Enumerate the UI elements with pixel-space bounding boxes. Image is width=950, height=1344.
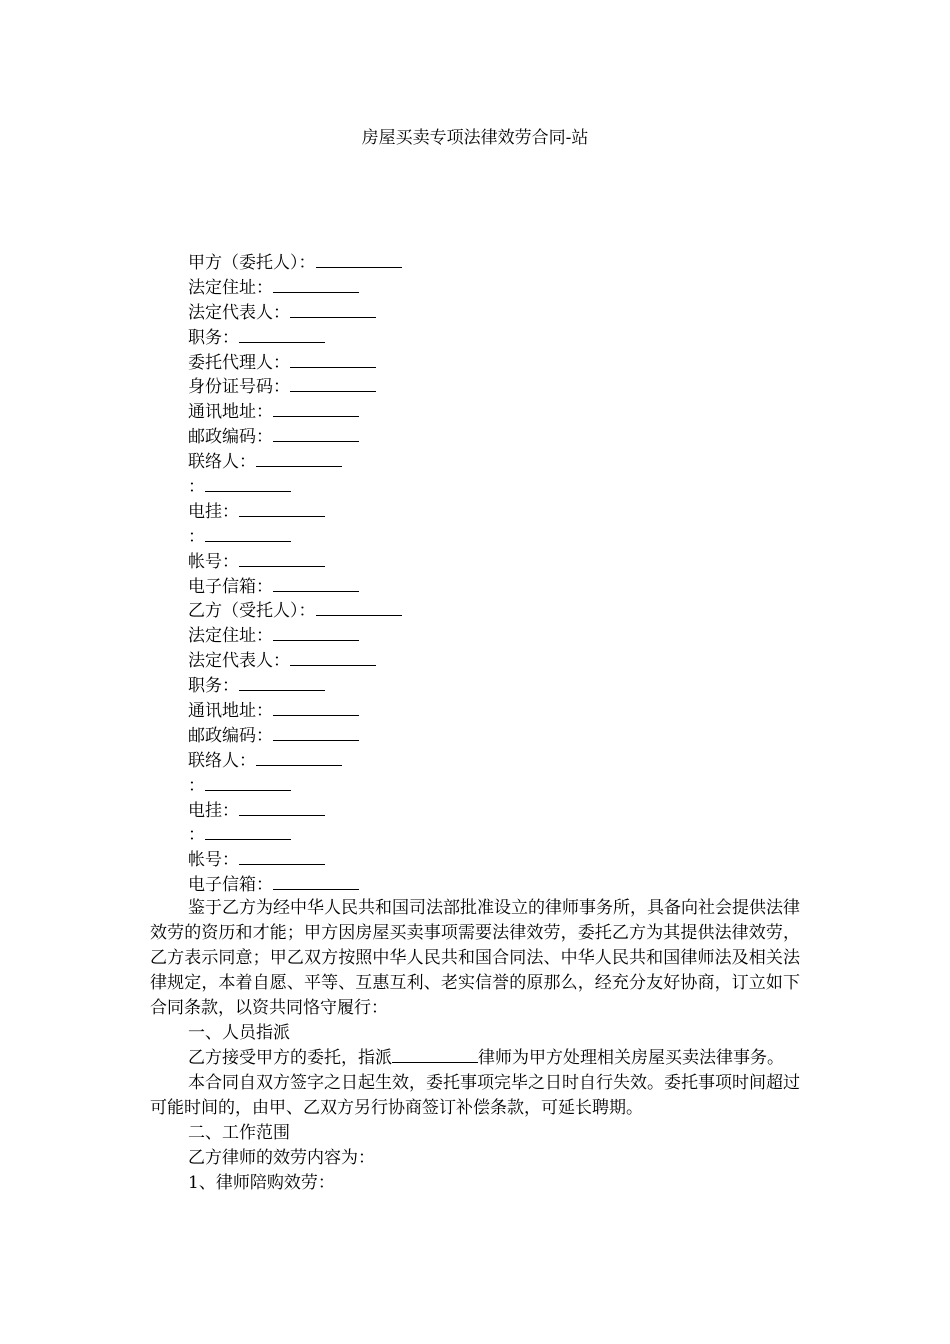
section-1-para-1-after: 律师为甲方处理相关房屋买卖法律事务。 [478,1048,784,1069]
party-a-field-line [188,325,808,350]
party-a-field-line [188,524,808,549]
party-b-field-line [188,822,808,847]
party-a-field-line [188,474,808,499]
party-b-field-label: 邮政编码： [188,725,273,746]
party-a-field-label: 帐号： [188,551,239,572]
party-a-field-label: ： [188,526,205,547]
party-b-field-label: 电挂： [188,800,239,821]
party-b-field-label: 联络人： [188,750,256,771]
field-blank [273,698,359,716]
field-blank [273,275,359,293]
party-a-field-label: ： [188,477,205,498]
field-blank [256,748,342,766]
party-a-field-label: 邮政编码： [188,427,273,448]
section-1-para-1-before: 乙方接受甲方的委托，指派 [188,1048,392,1069]
party-b-blank [316,598,402,616]
party-a-field-line [188,275,808,300]
party-b-field-line [188,773,808,798]
party-a-field-line [188,350,808,375]
party-a-field-label: 身份证号码： [188,377,290,398]
party-a-field-line [188,374,808,399]
party-a-field-label: 法定代表人： [188,302,290,323]
party-a-blank [316,250,402,268]
lawyer-name-blank [392,1045,478,1063]
party-a-field-line [188,300,808,325]
party-a-field-label: 电子信箱： [188,576,273,597]
party-a-field-label: 电挂： [188,501,239,522]
party-b-field-label: 法定住址： [188,626,273,647]
field-blank [239,325,325,343]
party-b-label: 乙方（受托人）： [188,601,316,622]
party-b-field-label: ： [188,825,205,846]
preamble-paragraph: 鉴于乙方为经中华人民共和国司法部批准设立的律师事务所，具备向社会提供法律效劳的资历和才能；甲方因房屋买卖事项需要法律效劳，委托乙方为其提供法律效劳，乙方表示同意；甲乙双方按照中华人民共和国合同法、中华人民共和国律师法及相关法律规定，本着自愿、平等、互惠互利、老实信誉的原那么，经充分友好协商，订立如下合同条款，以资共同恪守履行： [150,898,800,1018]
party-a-field-label: 委托代理人： [188,352,290,373]
field-blank [273,872,359,890]
party-b-field-label: 帐号： [188,850,239,871]
party-a-field-line [188,399,808,424]
party-b-field-line [188,723,808,748]
party-a-label: 甲方（委托人）： [188,253,316,273]
field-blank [290,350,376,368]
field-blank [205,822,291,840]
party-a-field-line [188,424,808,449]
party-fields [188,250,808,897]
field-blank [290,374,376,392]
section-2-heading: 二、工作范围 [188,1123,290,1144]
section-2-item-1: 1、律师陪购效劳： [188,1172,335,1193]
party-b-field-line [188,673,808,698]
party-b-field-line [188,798,808,823]
party-a-field-line [188,549,808,574]
party-a-field-line [188,499,808,524]
party-b-field-label: 电子信箱： [188,875,273,896]
party-b-field-label: 职务： [188,676,239,697]
party-b-label-line [188,598,808,623]
field-blank [290,648,376,666]
field-blank [239,499,325,517]
field-blank [205,773,291,791]
field-blank [239,798,325,816]
party-b-field-line [188,623,808,648]
contract-body [150,896,800,1196]
party-a-field-line [188,574,808,599]
field-blank [256,449,342,467]
section-2-intro: 乙方律师的效劳内容为： [188,1148,375,1169]
party-a-field-label: 联络人： [188,452,256,473]
section-1-paragraph-2: 本合同自双方签字之日起生效，委托事项完毕之日时自行失效。委托事项时间超过可能时间的，由甲、乙双方另行协商签订补偿条款，可延长聘期。 [150,1073,800,1119]
party-a-field-label: 职务： [188,327,239,348]
section-1-heading: 一、人员指派 [188,1022,290,1043]
field-blank [290,300,376,318]
field-blank [239,549,325,567]
field-blank [239,673,325,691]
party-a-field-line [188,449,808,474]
party-a-field-label: 通讯地址： [188,402,273,423]
document-title: 房屋买卖专项法律效劳合同-站 [361,128,589,148]
field-blank [273,574,359,592]
party-b-field-label: ： [188,775,205,796]
party-b-field-line [188,698,808,723]
section-1-paragraph-1 [150,1045,800,1071]
party-b-field-label: 法定代表人： [188,651,290,672]
field-blank [273,399,359,417]
party-b-field-line [188,872,808,897]
party-a-label-line [188,250,808,275]
party-b-field-line [188,748,808,773]
field-blank [273,623,359,641]
field-blank [205,524,291,542]
party-a-field-label: 法定住址： [188,277,273,298]
party-b-field-line [188,847,808,872]
field-blank [205,474,291,492]
field-blank [273,723,359,741]
field-blank [273,424,359,442]
party-b-field-line [188,648,808,673]
field-blank [239,847,325,865]
party-b-field-label: 通讯地址： [188,701,273,722]
